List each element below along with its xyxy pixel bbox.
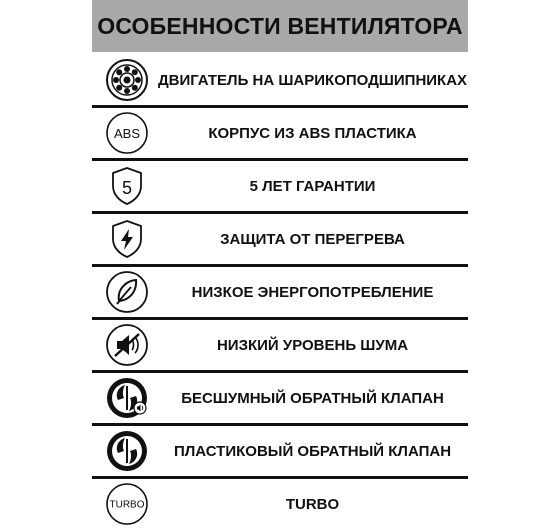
features-list [92, 55, 468, 529]
feature-label: 5 ЛЕТ ГАРАНТИИ [249, 177, 376, 195]
feature-row-abs [92, 108, 468, 161]
feature-label: ДВИГАТЕЛЬ НА ШАРИКОПОДШИПНИКАХ [157, 71, 468, 89]
feature-row-energy [92, 267, 468, 320]
feature-label: НИЗКИЙ УРОВЕНЬ ШУМА [216, 336, 409, 354]
feature-row-turbo [92, 479, 468, 529]
feature-label: КОРПУС ИЗ ABS ПЛАСТИКА [208, 124, 417, 142]
turbo-icon-text: TURBO [109, 499, 145, 511]
leaf-icon [105, 270, 149, 314]
features-header [92, 0, 468, 52]
feature-label: ЗАЩИТА ОТ ПЕРЕГРЕВА [220, 230, 405, 248]
abs-icon [105, 111, 149, 155]
abs-icon-text: ABS [113, 126, 141, 141]
feature-row-noise [92, 320, 468, 373]
feature-row-bearing [92, 55, 468, 108]
shield-5-text: 5 [121, 178, 133, 198]
feature-row-silent-valve [92, 373, 468, 426]
header-title: ОСОБЕННОСТИ ВЕНТИЛЯТОРА [97, 12, 463, 39]
feature-label: ПЛАСТИКОВЫЙ ОБРАТНЫЙ КЛАПАН [173, 442, 452, 460]
shield-lightning-icon [105, 217, 149, 261]
ball-bearing-icon [105, 58, 149, 102]
feature-row-plastic-valve [92, 426, 468, 479]
plastic-check-valve-icon [105, 429, 149, 473]
feature-label: НИЗКОЕ ЭНЕРГОПОТРЕБЛЕНИЕ [191, 283, 434, 301]
feature-label: TURBO [285, 495, 340, 513]
feature-row-warranty [92, 161, 468, 214]
feature-row-overheat [92, 214, 468, 267]
silent-check-valve-icon [105, 376, 149, 420]
feature-label: БЕСШУМНЫЙ ОБРАТНЫЙ КЛАПАН [181, 389, 444, 407]
speaker-muted-icon [105, 323, 149, 367]
turbo-icon [105, 482, 149, 526]
shield-5-icon [105, 164, 149, 208]
